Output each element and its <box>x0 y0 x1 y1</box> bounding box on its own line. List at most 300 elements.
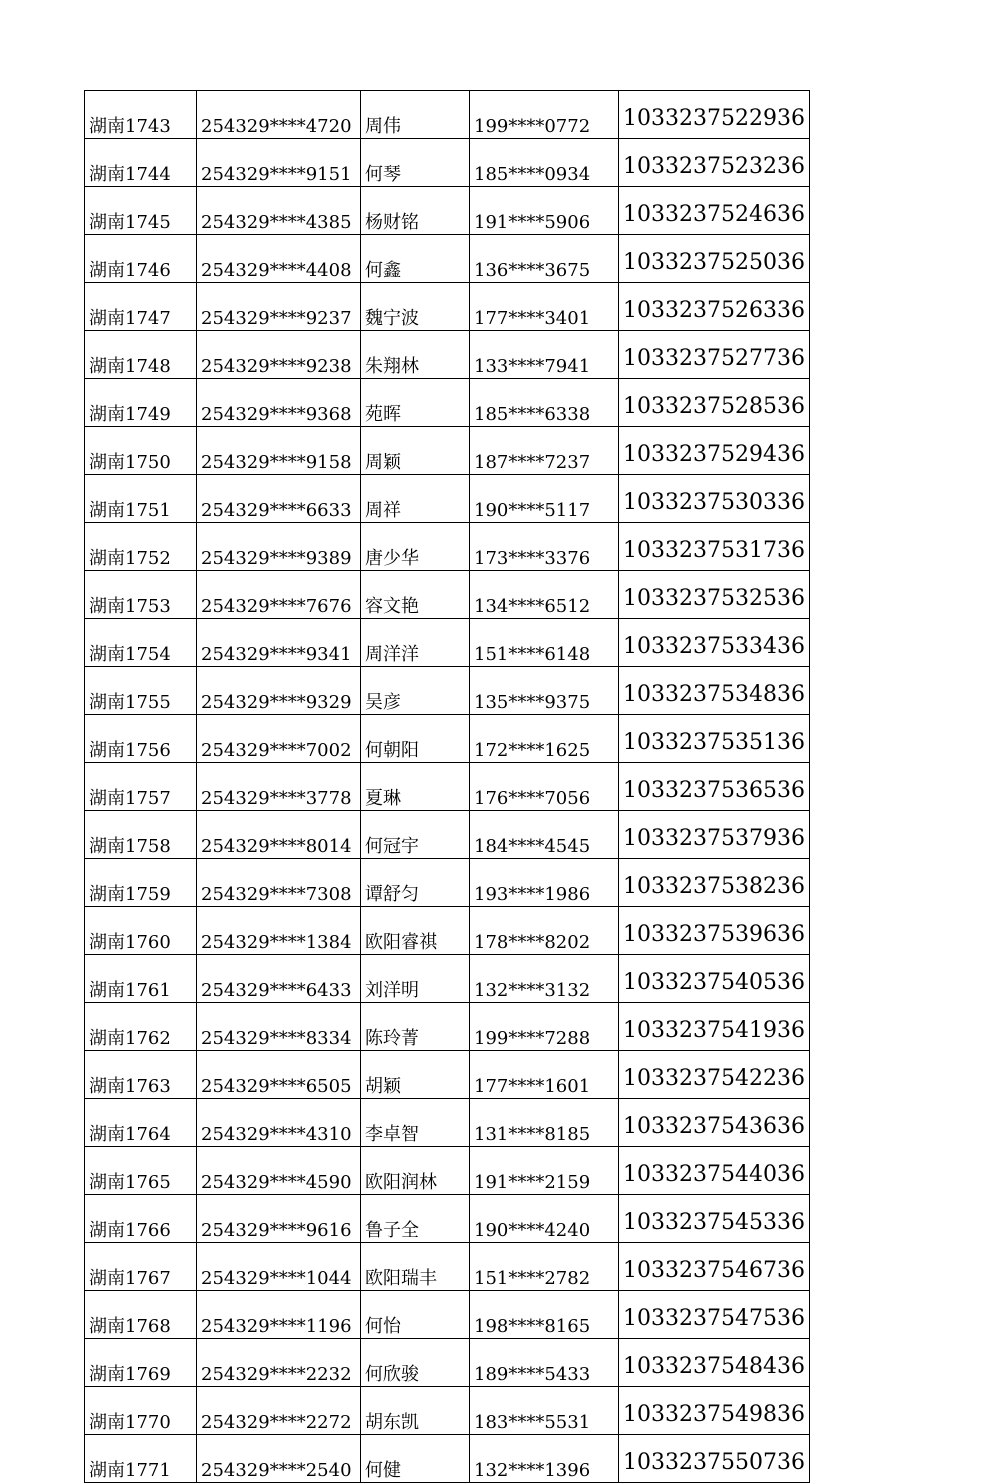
id-number-cell <box>197 475 361 523</box>
table-row <box>85 667 810 715</box>
table-row <box>85 763 810 811</box>
name-text: 刘洋明 <box>365 980 419 1001</box>
id-number-text: 254329****7002 <box>201 740 352 761</box>
phone-cell <box>470 427 619 475</box>
tracking-number-text: 1033237531736 <box>623 538 805 563</box>
id-number-text: 254329****4385 <box>201 212 352 233</box>
name-text: 李卓智 <box>365 1124 419 1145</box>
region-id-text: 湖南1758 <box>89 836 171 857</box>
name-text: 何健 <box>365 1460 401 1481</box>
id-number-text: 254329****1044 <box>201 1268 352 1289</box>
phone-text: 199****0772 <box>474 116 591 137</box>
phone-cell <box>470 955 619 1003</box>
region-id-text: 湖南1745 <box>89 212 171 233</box>
name-cell <box>361 1195 470 1243</box>
table-row <box>85 571 810 619</box>
phone-cell <box>470 1195 619 1243</box>
name-text: 胡东凯 <box>365 1412 419 1433</box>
table-row <box>85 523 810 571</box>
name-text: 何朝阳 <box>365 740 419 761</box>
name-cell <box>361 1003 470 1051</box>
id-number-text: 254329****9341 <box>201 644 352 665</box>
region-id-cell <box>85 571 197 619</box>
id-number-cell <box>197 1339 361 1387</box>
region-id-text: 湖南1743 <box>89 116 171 137</box>
phone-text: 191****2159 <box>474 1172 591 1193</box>
tracking-number-text: 1033237541936 <box>623 1018 805 1043</box>
name-cell <box>361 283 470 331</box>
table-row <box>85 1243 810 1291</box>
name-text: 何鑫 <box>365 260 401 281</box>
name-text: 欧阳瑞丰 <box>365 1268 437 1289</box>
table-row <box>85 427 810 475</box>
name-cell <box>361 1435 470 1483</box>
region-id-text: 湖南1761 <box>89 980 171 1001</box>
region-id-cell <box>85 475 197 523</box>
tracking-number-text: 1033237545336 <box>623 1210 805 1235</box>
name-cell <box>361 1387 470 1435</box>
name-cell <box>361 955 470 1003</box>
region-id-cell <box>85 379 197 427</box>
tracking-number-cell <box>619 427 810 475</box>
name-cell <box>361 331 470 379</box>
region-id-cell <box>85 1195 197 1243</box>
phone-text: 198****8165 <box>474 1316 591 1337</box>
region-id-cell <box>85 139 197 187</box>
tracking-number-cell <box>619 667 810 715</box>
id-number-cell <box>197 91 361 139</box>
phone-text: 173****3376 <box>474 548 591 569</box>
table-row <box>85 91 810 139</box>
region-id-text: 湖南1757 <box>89 788 171 809</box>
region-id-text: 湖南1770 <box>89 1412 171 1433</box>
tracking-number-cell <box>619 1099 810 1147</box>
name-text: 朱翔林 <box>365 356 419 377</box>
phone-text: 176****7056 <box>474 788 591 809</box>
name-cell <box>361 1099 470 1147</box>
tracking-number-text: 1033237537936 <box>623 826 805 851</box>
table-row <box>85 139 810 187</box>
tracking-number-text: 1033237523236 <box>623 154 805 179</box>
tracking-number-text: 1033237533436 <box>623 634 805 659</box>
id-number-cell <box>197 523 361 571</box>
region-id-text: 湖南1759 <box>89 884 171 905</box>
tracking-number-text: 1033237527736 <box>623 346 805 371</box>
name-text: 周伟 <box>365 116 401 137</box>
table-row <box>85 907 810 955</box>
region-id-text: 湖南1748 <box>89 356 171 377</box>
tracking-number-cell <box>619 811 810 859</box>
tracking-number-cell <box>619 1147 810 1195</box>
phone-cell <box>470 379 619 427</box>
table-body <box>85 91 810 1483</box>
table-row <box>85 1435 810 1483</box>
table-row <box>85 859 810 907</box>
id-number-text: 254329****1196 <box>201 1316 352 1337</box>
id-number-cell <box>197 139 361 187</box>
id-number-text: 254329****7676 <box>201 596 352 617</box>
region-id-cell <box>85 91 197 139</box>
id-number-text: 254329****9237 <box>201 308 352 329</box>
id-number-text: 254329****4720 <box>201 116 352 137</box>
table-row <box>85 811 810 859</box>
name-cell <box>361 139 470 187</box>
region-id-cell <box>85 955 197 1003</box>
region-id-cell <box>85 907 197 955</box>
tracking-number-cell <box>619 859 810 907</box>
tracking-number-text: 1033237538236 <box>623 874 805 899</box>
phone-text: 187****7237 <box>474 452 591 473</box>
table-row <box>85 331 810 379</box>
table-row <box>85 1387 810 1435</box>
id-number-cell <box>197 715 361 763</box>
name-text: 何琴 <box>365 164 401 185</box>
name-cell <box>361 763 470 811</box>
name-text: 陈玲菁 <box>365 1028 419 1049</box>
name-cell <box>361 667 470 715</box>
region-id-cell <box>85 1435 197 1483</box>
table-row <box>85 1291 810 1339</box>
id-number-cell <box>197 1195 361 1243</box>
phone-cell <box>470 1051 619 1099</box>
region-id-text: 湖南1750 <box>89 452 171 473</box>
name-text: 何欣骏 <box>365 1364 419 1385</box>
name-text: 夏琳 <box>365 788 401 809</box>
name-text: 周颖 <box>365 452 401 473</box>
phone-text: 184****4545 <box>474 836 591 857</box>
region-id-text: 湖南1746 <box>89 260 171 281</box>
phone-cell <box>470 571 619 619</box>
id-number-cell <box>197 283 361 331</box>
id-number-text: 254329****6633 <box>201 500 352 521</box>
table-row <box>85 283 810 331</box>
id-number-text: 254329****9368 <box>201 404 352 425</box>
region-id-text: 湖南1760 <box>89 932 171 953</box>
region-id-cell <box>85 619 197 667</box>
phone-text: 190****5117 <box>474 500 591 521</box>
region-id-cell <box>85 1147 197 1195</box>
region-id-text: 湖南1765 <box>89 1172 171 1193</box>
phone-cell <box>470 1435 619 1483</box>
name-text: 苑晖 <box>365 404 401 425</box>
phone-text: 191****5906 <box>474 212 591 233</box>
phone-text: 183****5531 <box>474 1412 591 1433</box>
id-number-text: 254329****4408 <box>201 260 352 281</box>
phone-cell <box>470 283 619 331</box>
id-number-text: 254329****9158 <box>201 452 352 473</box>
phone-text: 134****6512 <box>474 596 591 617</box>
phone-cell <box>470 763 619 811</box>
name-text: 周祥 <box>365 500 401 521</box>
name-text: 谭舒匀 <box>365 884 419 905</box>
name-text: 何怡 <box>365 1316 401 1337</box>
id-number-cell <box>197 427 361 475</box>
tracking-number-cell <box>619 187 810 235</box>
table-row <box>85 475 810 523</box>
id-number-text: 254329****9329 <box>201 692 352 713</box>
region-id-text: 湖南1767 <box>89 1268 171 1289</box>
region-id-cell <box>85 667 197 715</box>
tracking-number-text: 1033237546736 <box>623 1258 805 1283</box>
region-id-cell <box>85 811 197 859</box>
table-row <box>85 1003 810 1051</box>
data-table <box>84 90 810 1483</box>
tracking-number-cell <box>619 1051 810 1099</box>
name-text: 周洋洋 <box>365 644 419 665</box>
tracking-number-text: 1033237550736 <box>623 1450 805 1475</box>
tracking-number-text: 1033237524636 <box>623 202 805 227</box>
tracking-number-text: 1033237543636 <box>623 1114 805 1139</box>
id-number-cell <box>197 1435 361 1483</box>
id-number-cell <box>197 1051 361 1099</box>
name-cell <box>361 1291 470 1339</box>
tracking-number-cell <box>619 1387 810 1435</box>
region-id-cell <box>85 235 197 283</box>
id-number-text: 254329****7308 <box>201 884 352 905</box>
region-id-text: 湖南1764 <box>89 1124 171 1145</box>
tracking-number-cell <box>619 1435 810 1483</box>
name-text: 欧阳润林 <box>365 1172 437 1193</box>
name-text: 唐少华 <box>365 548 419 569</box>
name-cell <box>361 379 470 427</box>
phone-cell <box>470 235 619 283</box>
phone-text: 177****1601 <box>474 1076 591 1097</box>
region-id-text: 湖南1744 <box>89 164 171 185</box>
tracking-number-cell <box>619 235 810 283</box>
phone-text: 131****8185 <box>474 1124 591 1145</box>
tracking-number-text: 1033237547536 <box>623 1306 805 1331</box>
name-text: 胡颖 <box>365 1076 401 1097</box>
phone-cell <box>470 187 619 235</box>
tracking-number-text: 1033237532536 <box>623 586 805 611</box>
region-id-text: 湖南1747 <box>89 308 171 329</box>
table-row <box>85 1195 810 1243</box>
region-id-cell <box>85 283 197 331</box>
region-id-text: 湖南1753 <box>89 596 171 617</box>
tracking-number-cell <box>619 715 810 763</box>
name-text: 杨财铭 <box>365 212 419 233</box>
name-cell <box>361 619 470 667</box>
phone-cell <box>470 91 619 139</box>
region-id-cell <box>85 187 197 235</box>
id-number-cell <box>197 667 361 715</box>
tracking-number-cell <box>619 1291 810 1339</box>
id-number-text: 254329****9238 <box>201 356 352 377</box>
id-number-cell <box>197 1147 361 1195</box>
id-number-text: 254329****2540 <box>201 1460 352 1481</box>
phone-cell <box>470 1243 619 1291</box>
tracking-number-cell <box>619 475 810 523</box>
phone-text: 135****9375 <box>474 692 591 713</box>
name-cell <box>361 1147 470 1195</box>
id-number-text: 254329****9616 <box>201 1220 352 1241</box>
region-id-text: 湖南1768 <box>89 1316 171 1337</box>
region-id-text: 湖南1755 <box>89 692 171 713</box>
region-id-text: 湖南1766 <box>89 1220 171 1241</box>
region-id-cell <box>85 427 197 475</box>
id-number-cell <box>197 811 361 859</box>
region-id-cell <box>85 859 197 907</box>
id-number-text: 254329****1384 <box>201 932 352 953</box>
tracking-number-cell <box>619 1003 810 1051</box>
phone-text: 185****6338 <box>474 404 591 425</box>
tracking-number-text: 1033237525036 <box>623 250 805 275</box>
id-number-text: 254329****3778 <box>201 788 352 809</box>
table-row <box>85 955 810 1003</box>
id-number-cell <box>197 571 361 619</box>
name-cell <box>361 715 470 763</box>
name-cell <box>361 1243 470 1291</box>
name-cell <box>361 811 470 859</box>
region-id-cell <box>85 523 197 571</box>
name-cell <box>361 427 470 475</box>
phone-cell <box>470 859 619 907</box>
phone-text: 177****3401 <box>474 308 591 329</box>
tracking-number-cell <box>619 1195 810 1243</box>
name-cell <box>361 1339 470 1387</box>
name-cell <box>361 523 470 571</box>
phone-text: 172****1625 <box>474 740 591 761</box>
region-id-text: 湖南1771 <box>89 1460 171 1481</box>
table-row <box>85 1099 810 1147</box>
phone-text: 132****1396 <box>474 1460 591 1481</box>
phone-cell <box>470 1339 619 1387</box>
phone-cell <box>470 139 619 187</box>
region-id-text: 湖南1754 <box>89 644 171 665</box>
id-number-cell <box>197 763 361 811</box>
phone-cell <box>470 1147 619 1195</box>
id-number-cell <box>197 955 361 1003</box>
tracking-number-cell <box>619 1243 810 1291</box>
phone-text: 199****7288 <box>474 1028 591 1049</box>
name-cell <box>361 907 470 955</box>
region-id-cell <box>85 1099 197 1147</box>
phone-text: 132****3132 <box>474 980 591 1001</box>
tracking-number-text: 1033237526336 <box>623 298 805 323</box>
phone-cell <box>470 619 619 667</box>
id-number-cell <box>197 907 361 955</box>
phone-cell <box>470 667 619 715</box>
name-cell <box>361 1051 470 1099</box>
id-number-cell <box>197 1003 361 1051</box>
tracking-number-text: 1033237542236 <box>623 1066 805 1091</box>
name-cell <box>361 91 470 139</box>
id-number-text: 254329****9151 <box>201 164 352 185</box>
phone-cell <box>470 331 619 379</box>
phone-text: 133****7941 <box>474 356 591 377</box>
region-id-cell <box>85 1003 197 1051</box>
tracking-number-text: 1033237534836 <box>623 682 805 707</box>
tracking-number-text: 1033237549836 <box>623 1402 805 1427</box>
id-number-cell <box>197 1243 361 1291</box>
name-text: 欧阳睿祺 <box>365 932 437 953</box>
table-row <box>85 379 810 427</box>
tracking-number-text: 1033237536536 <box>623 778 805 803</box>
id-number-cell <box>197 235 361 283</box>
name-text: 何冠宇 <box>365 836 419 857</box>
name-cell <box>361 235 470 283</box>
phone-text: 189****5433 <box>474 1364 591 1385</box>
phone-text: 185****0934 <box>474 164 591 185</box>
phone-cell <box>470 1099 619 1147</box>
id-number-text: 254329****2232 <box>201 1364 352 1385</box>
tracking-number-cell <box>619 1339 810 1387</box>
table-row <box>85 187 810 235</box>
phone-text: 193****1986 <box>474 884 591 905</box>
phone-cell <box>470 523 619 571</box>
tracking-number-text: 1033237528536 <box>623 394 805 419</box>
phone-text: 151****6148 <box>474 644 591 665</box>
tracking-number-cell <box>619 523 810 571</box>
tracking-number-cell <box>619 283 810 331</box>
name-cell <box>361 475 470 523</box>
tracking-number-text: 1033237548436 <box>623 1354 805 1379</box>
id-number-cell <box>197 619 361 667</box>
phone-text: 190****4240 <box>474 1220 591 1241</box>
table-row <box>85 1339 810 1387</box>
id-number-cell <box>197 1291 361 1339</box>
phone-cell <box>470 907 619 955</box>
region-id-cell <box>85 1291 197 1339</box>
name-cell <box>361 571 470 619</box>
id-number-text: 254329****6505 <box>201 1076 352 1097</box>
tracking-number-text: 1033237530336 <box>623 490 805 515</box>
tracking-number-cell <box>619 763 810 811</box>
id-number-text: 254329****9389 <box>201 548 352 569</box>
table-row <box>85 715 810 763</box>
name-text: 鲁子全 <box>365 1220 419 1241</box>
name-text: 魏宁波 <box>365 308 419 329</box>
name-cell <box>361 187 470 235</box>
region-id-cell <box>85 1051 197 1099</box>
phone-cell <box>470 1003 619 1051</box>
phone-text: 136****3675 <box>474 260 591 281</box>
tracking-number-cell <box>619 91 810 139</box>
region-id-cell <box>85 1339 197 1387</box>
id-number-cell <box>197 1099 361 1147</box>
tracking-number-cell <box>619 331 810 379</box>
name-text: 容文艳 <box>365 596 419 617</box>
id-number-cell <box>197 859 361 907</box>
table-row <box>85 1147 810 1195</box>
id-number-cell <box>197 331 361 379</box>
tracking-number-text: 1033237535136 <box>623 730 805 755</box>
phone-cell <box>470 715 619 763</box>
id-number-cell <box>197 187 361 235</box>
id-number-text: 254329****2272 <box>201 1412 352 1433</box>
name-cell <box>361 859 470 907</box>
region-id-text: 湖南1751 <box>89 500 171 521</box>
region-id-cell <box>85 715 197 763</box>
id-number-text: 254329****6433 <box>201 980 352 1001</box>
id-number-text: 254329****4590 <box>201 1172 352 1193</box>
table-row <box>85 235 810 283</box>
tracking-number-cell <box>619 139 810 187</box>
id-number-text: 254329****8334 <box>201 1028 352 1049</box>
table-row <box>85 619 810 667</box>
region-id-cell <box>85 1387 197 1435</box>
tracking-number-cell <box>619 907 810 955</box>
region-id-cell <box>85 763 197 811</box>
region-id-text: 湖南1763 <box>89 1076 171 1097</box>
id-number-text: 254329****8014 <box>201 836 352 857</box>
tracking-number-text: 1033237539636 <box>623 922 805 947</box>
region-id-text: 湖南1769 <box>89 1364 171 1385</box>
tracking-number-cell <box>619 955 810 1003</box>
phone-cell <box>470 811 619 859</box>
id-number-text: 254329****4310 <box>201 1124 352 1145</box>
id-number-cell <box>197 1387 361 1435</box>
